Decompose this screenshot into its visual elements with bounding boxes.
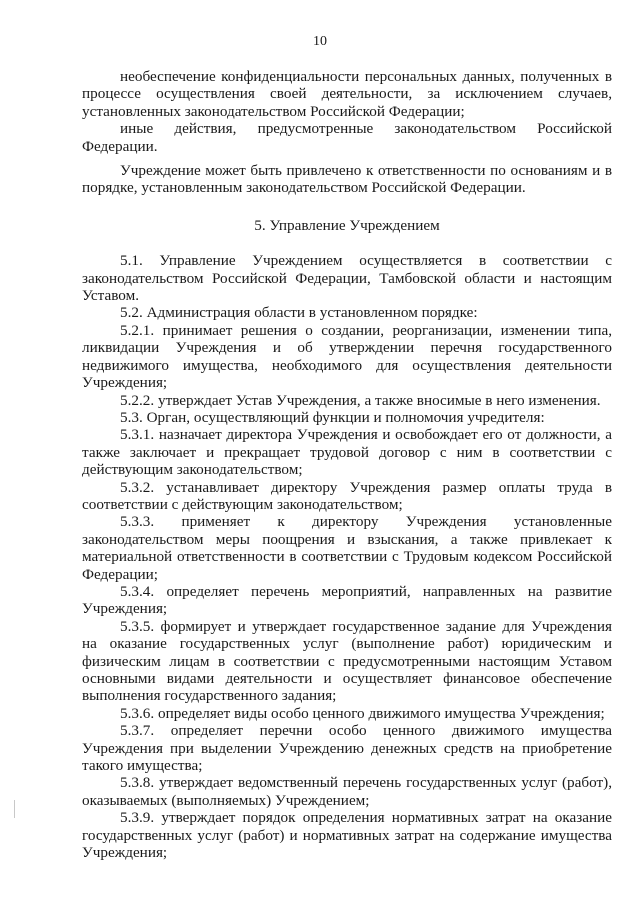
paragraph-5-3-4: 5.3.4. определяет перечень мероприятий, направленных на развитие Учреждения; [82, 582, 612, 618]
paragraph-5-3-9: 5.3.9. утверждает порядок определения нормативных затрат на оказание государственных услуг (работ) и нормативных затрат на содержание имущества Учреждения; [82, 809, 612, 862]
paragraph-5-3-8: 5.3.8. утверждает ведомственный перечень государственных услуг (работ), оказываемых (выполняемых) Учреждением; [82, 774, 612, 809]
paragraph: иные действия, предусмотренные законодательством Российской Федерации. [82, 120, 612, 155]
paragraph-5-2-2: 5.2.2. утверждает Устав Учреждения, а также вносимые в него изменения. [120, 391, 601, 409]
paragraph-5-3-5: 5.3.5. формирует и утверждает государственное задание для Учреждения на оказание государственных услуг (выполнение работ) юридическим и физическим лицам в соответствии с предусмотренными настоящим Уставом основными видами деятельности и осуществляет финансовое обеспечение выполнения государственного задания; [82, 617, 612, 705]
paragraph-5-3-1: 5.3.1. назначает директора Учреждения и освобождает его от должности, а также заключает и прекращает трудовой договор с ним в соответствии с действующим законодательством; [82, 426, 612, 479]
paragraph-5-3: 5.3. Орган, осуществляющий функции и полномочия учредителя: [120, 408, 545, 426]
section-heading: 5. Управление Учреждением [254, 216, 440, 234]
paragraph: Учреждение может быть привлечено к ответственности по основаниям и в порядке, установленным законодательством Российской Федерации. [82, 162, 612, 197]
paragraph-5-2-1: 5.2.1. принимает решения о создании, реорганизации, изменении типа, ликвидации Учреждения и об утверждении перечня государственного недвижимого имущества, необходимого для осуществления деятельности Учреждения; [82, 321, 612, 392]
paragraph-5-3-2: 5.3.2. устанавливает директору Учреждения размер оплаты труда в соответствии с действующим законодательством; [82, 478, 612, 513]
paragraph-5-3-3: 5.3.3. применяет к директору Учреждения установленные законодательством меры поощрения и взыскания, а также привлекает к материальной ответственности в соответствии с Трудовым кодексом Российской Федерации; [82, 513, 612, 583]
paragraph-5-2: 5.2. Администрация области в установленном порядке: [120, 304, 478, 322]
document-body [82, 68, 612, 861]
paragraph-5-3-7: 5.3.7. определяет перечни особо ценного движимого имущества Учреждения при выделении Учреждению денежных средств на приобретение такого имущества; [82, 722, 612, 775]
paragraph-5-1: 5.1. Управление Учреждением осуществляется в соответствии с законодательством Российской Федерации, Тамбовской области и настоящим Уставом. [82, 252, 612, 305]
scan-margin-mark [14, 800, 15, 818]
paragraph: необеспечение конфиденциальности персональных данных, полученных в процессе осуществления своей деятельности, за исключением случаев, установленных законодательством Российской Федерации; [82, 68, 612, 120]
paragraph-5-3-6: 5.3.6. определяет виды особо ценного движимого имущества Учреждения; [120, 704, 605, 722]
page-number: 10 [313, 34, 327, 49]
